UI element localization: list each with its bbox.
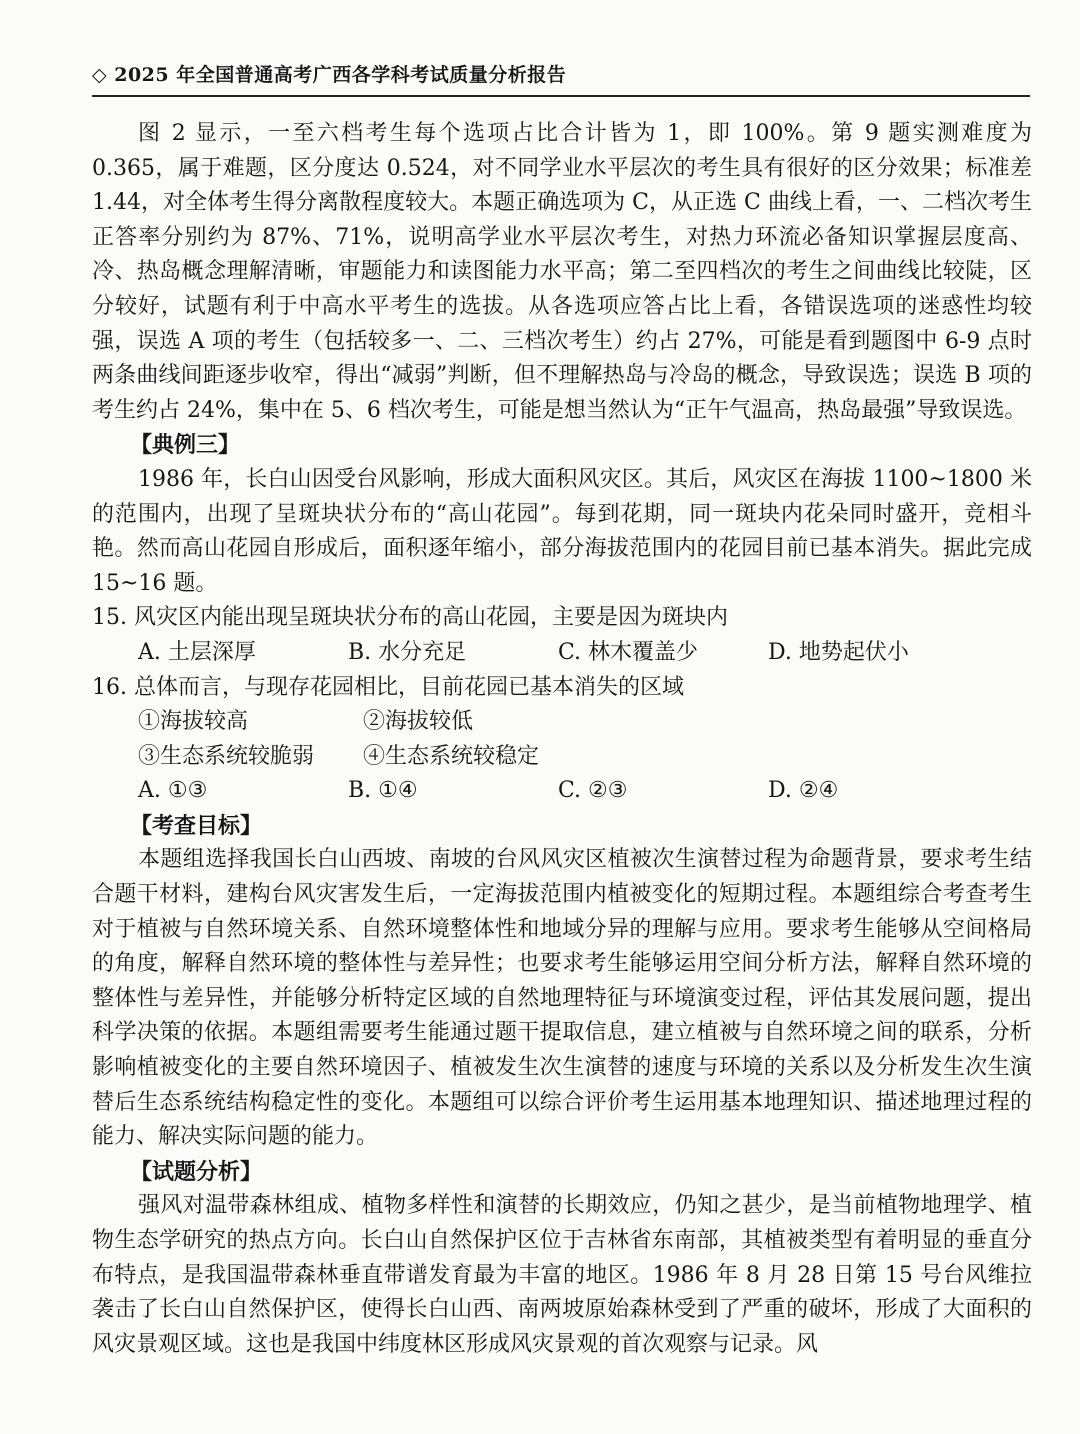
running-header: ◇ 2025 年全国普通高考广西各学科考试质量分析报告 [92, 64, 567, 86]
q15-option-c: C. 林木覆盖少 [558, 639, 699, 665]
question-16-items-row1 [92, 705, 1032, 740]
question-15-options [92, 636, 1032, 671]
q16-option-b: B. ①④ [348, 778, 418, 804]
page-content [92, 117, 1032, 1362]
q16-item-1: ①海拔较高 [138, 709, 249, 735]
question-16-options [92, 774, 1032, 809]
target-paragraph: 本题组选择我国长白山西坡、南坡的台风风灾区植被次生演替过程为命题背景，要求考生结合题干材料，建构台风灾害发生后，一定海拔范围内植被变化的短期过程。本题组综合考查考生对于植被与自然环境关系、自然环境整体性和地域分异的理解与应用。要求考生能够从空间格局的角度，解释自然环境的整体性与差异性；也要求考生能够运用空间分析方法，解释自然环境的整体性与差异性，并能够分析特定区域的自然地理特征与环境演变过程，评估其发展问题，提出科学决策的依据。本题组需要考生能通过题干提取信息，建立植被与自然环境之间的联系，分析影响植被变化的主要自然环境因子、植被发生次生演替的速度与环境的关系以及分析发生次生演替后生态系统结构稳定性的变化。本题组可以综合评价考生运用基本地理知识、描述地理过程的能力、解决实际问题的能力。 [92, 847, 1032, 1150]
analysis-text: 强风对温带森林组成、植物多样性和演替的长期效应，仍知之甚少，是当前植物地理学、植物生态学研究的热点方向。长白山自然保护区位于吉林省东南部，其植被类型有着明显的垂直分布特点，是我国温带森林垂直带谱发育最为丰富的地区。1986 年 8 月 28 日第 15 号台风维拉袭击了长白山自然保护区，使得长白山西、南两坡原始森林受到了严重的破坏，形成了大面积的风灾景观区域。这也是我国中纬度林区形成风灾景观的首次观察与记录。风 [92, 1193, 1032, 1357]
q15-option-d: D. 地势起伏小 [768, 639, 909, 665]
q16-option-d: D. ②④ [768, 778, 839, 804]
q16-item-2: ②海拔较低 [363, 709, 474, 735]
q16-option-a: A. ①③ [138, 778, 208, 804]
header-rule [92, 95, 1030, 97]
example-heading: 【典例三】 [130, 432, 241, 459]
question-15-stem: 15. 风灾区内能出现呈斑块状分布的高山花园，主要是因为斑块内 [92, 605, 728, 631]
question-16-stem: 16. 总体而言，与现存花园相比，目前花园已基本消失的区域 [92, 674, 684, 700]
question-16-items-row2 [92, 740, 1032, 775]
q16-option-c: C. ②③ [558, 778, 628, 804]
q15-option-b: B. 水分充足 [348, 639, 467, 665]
q16-item-3: ③生态系统较脆弱 [138, 743, 315, 769]
q16-item-4: ④生态系统较稳定 [363, 743, 540, 769]
analysis-paragraph: 图 2 显示，一至六档考生每个选项占比合计皆为 1，即 100%。第 9 题实测难度为 0.365，属于难题，区分度达 0.524，对不同学业水平层次的考生具有很好的区分效果；标准差 1.44，对全体考生得分离散程度较大。本题正确选项为 C，从正选 C 曲线上看，一、二档次考生正答率分别约为 87%、71%，说明高学业水平层次考生，对热力环流必备知识掌握层度高、冷、热岛概念理解清晰，审题能力和读图能力水平高；第二至四档次的考生之间曲线比较陡，区分较好，试题有利于中高水平考生的选拔。从各选项应答占比上看，各错误选项的迷惑性均较强，误选 A 项的考生（包括较多一、二、三档次考生）约占 27%，可能是看到题图中 6-9 点时两条曲线间距逐步收窄，得出“减弱”判断，但不理解热岛与冷岛的概念，导致误选；误选 B 项的考生约占 24%，集中在 5、6 档次考生，可能是想当然认为“正午气温高，热岛最强”导致误选。 [92, 121, 1032, 423]
q15-option-a: A. 土层深厚 [138, 639, 256, 665]
example-stem: 1986 年，长白山因受台风影响，形成大面积风灾区。其后，风灾区在海拔 1100~1800 米的范围内，出现了呈斑块状分布的“高山花园”。每到花期，同一斑块内花朵同时盛开，竞相斗艳。然而高山花园自形成后，面积逐年缩小，部分海拔范围内的花园目前已基本消失。据此完成 15~16 题。 [92, 466, 1032, 596]
target-heading: 【考查目标】 [130, 812, 263, 839]
analysis-heading: 【试题分析】 [130, 1158, 263, 1185]
